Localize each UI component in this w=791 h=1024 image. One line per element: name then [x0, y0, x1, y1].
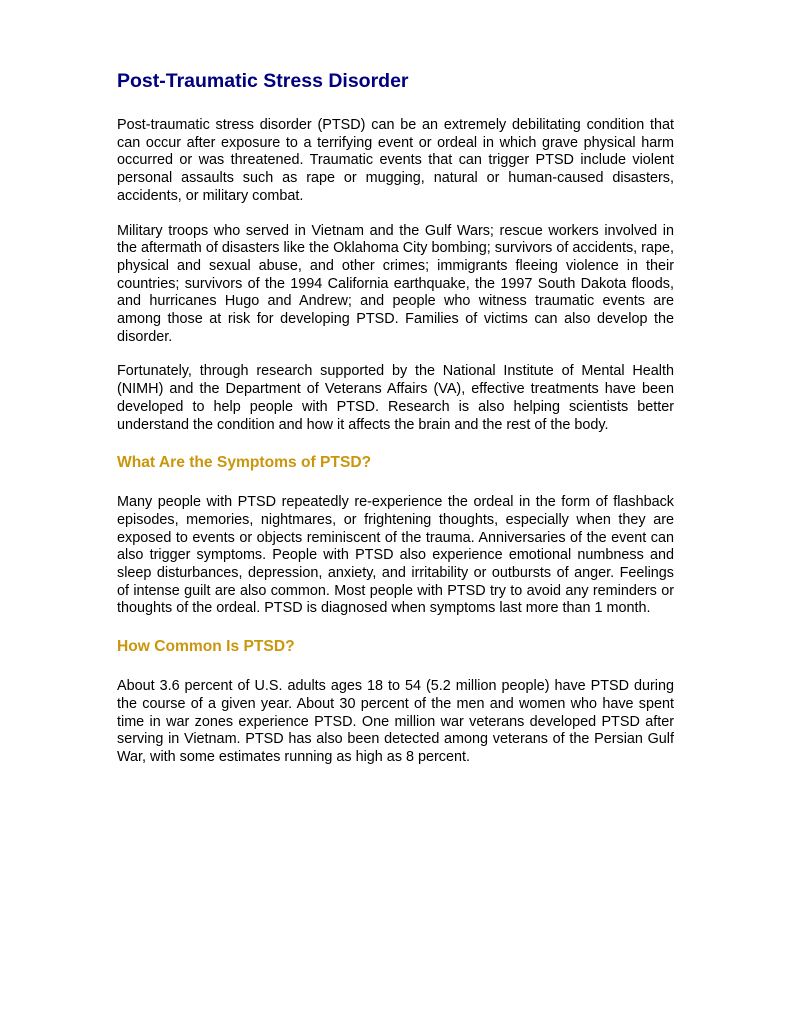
prevalence-heading: How Common Is PTSD?	[117, 638, 295, 656]
symptoms-heading: What Are the Symptoms of PTSD?	[117, 454, 372, 472]
intro-paragraph-1: Post-traumatic stress disorder (PTSD) can be an extremely debilitating condition that can occur after exposure to a terrifying event or ordeal in which grave physical harm occurred or was threatened. Traumatic events that can trigger PTSD include violent personal assaults such as rape or mugging, natural or human-caused disasters, accidents, or military combat.	[117, 117, 674, 204]
symptoms-paragraph: Many people with PTSD repeatedly re-experience the ordeal in the form of flashback episodes, memories, nightmares, or frightening thoughts, especially when they are exposed to events or objects reminiscent of the trauma. Anniversaries of the event can also trigger symptoms. People with PTSD also experience emotional numbness and sleep disturbances, depression, anxiety, and irritability or outbursts of anger. Feelings of intense guilt are also common. Most people with PTSD try to avoid any reminders or thoughts of the ordeal. PTSD is diagnosed when symptoms last more than 1 month.	[117, 494, 674, 617]
intro-paragraph-2: Military troops who served in Vietnam and the Gulf Wars; rescue workers involved in the aftermath of disasters like the Oklahoma City bombing; survivors of accidents, rape, physical and sexual abuse, and other crimes; immigrants fleeing violence in their countries; survivors of the 1994 California earthquake, the 1997 South Dakota floods, and hurricanes Hugo and Andrew; and people who witness traumatic events are among those at risk for developing PTSD. Families of victims can also develop the disorder.	[117, 222, 674, 345]
document-title: Post-Traumatic Stress Disorder	[117, 70, 409, 92]
prevalence-paragraph: About 3.6 percent of U.S. adults ages 18 to 54 (5.2 million people) have PTSD during the course of a given year. About 30 percent of the men and women who have spent time in war zones experience PTSD. One million war veterans developed PTSD after serving in Vietnam. PTSD has also been detected among veterans of the Persian Gulf War, with some estimates running as high as 8 percent.	[117, 678, 674, 765]
prevalence-section	[117, 635, 674, 767]
document-page	[117, 66, 674, 784]
intro-paragraph-3: Fortunately, through research supported by the National Institute of Mental Health (NIMH) and the Department of Veterans Affairs (VA), effective treatments have been developed to help people with PTSD. Research is also helping scientists better understand the condition and how it affects the brain and the rest of the body.	[117, 363, 674, 433]
symptoms-section	[117, 451, 674, 618]
